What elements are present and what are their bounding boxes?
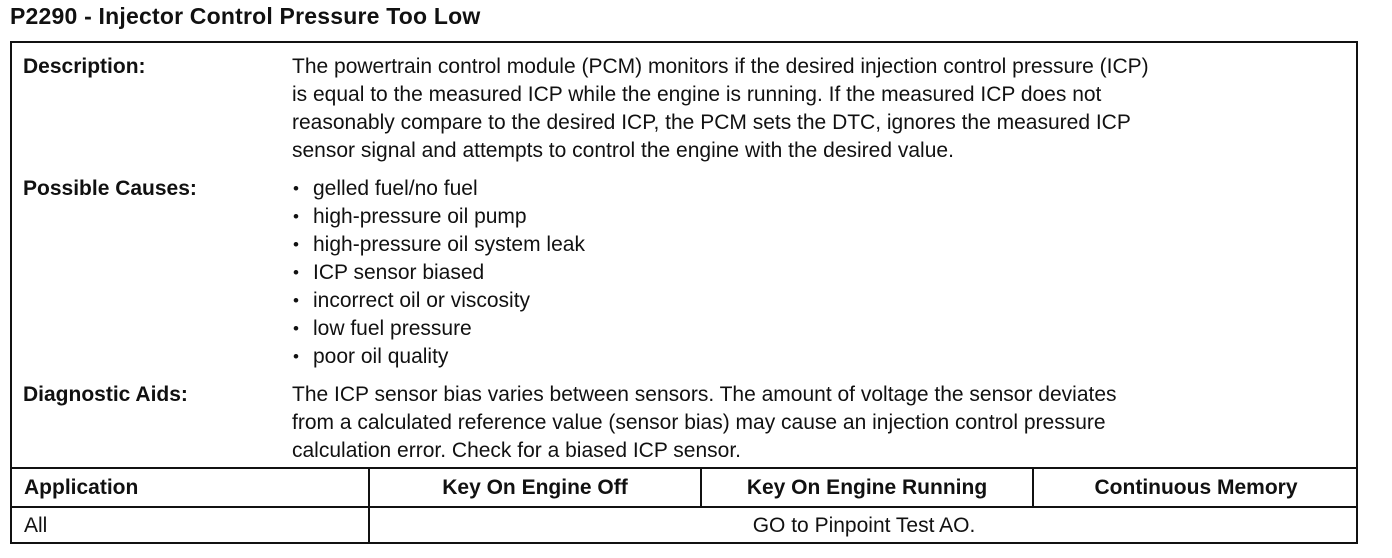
page-title: P2290 - Injector Control Pressure Too Low [10,3,481,29]
cause-item: • low fuel pressure [292,315,1342,343]
application-table [12,467,1356,544]
possible-causes-list [292,175,1342,371]
diagnostic-aids-line: calculation error. Check for a biased ICP sensor. [292,439,742,462]
cause-item: • incorrect oil or viscosity [292,287,1342,315]
diagnostic-aids-text [292,381,1342,465]
pinpoint-test-instruction: GO to Pinpoint Test AO. [752,514,976,537]
cause-item: • poor oil quality [292,343,1342,371]
cause-item: • ICP sensor biased [292,259,1342,287]
cause-item: • gelled fuel/no fuel [292,175,1342,203]
description-label: Description: [23,55,146,78]
description-text [292,53,1342,165]
diagnostic-aids-label: Diagnostic Aids: [23,383,188,406]
description-line: The powertrain control module (PCM) monitors if the desired injection control pressure (ICP) [292,55,1149,78]
header-continuous-memory: Continuous Memory [1094,475,1298,499]
dtc-info-box [10,41,1358,544]
header-key-on-engine-off: Key On Engine Off [442,475,628,499]
header-application: Application [24,475,139,499]
diagnostic-aids-line: The ICP sensor bias varies between sensors. The amount of voltage the sensor deviates [292,383,1117,406]
column-divider [1032,469,1034,506]
description-line: reasonably compare to the desired ICP, the PCM sets the DTC, ignores the measured ICP [292,111,1131,134]
cause-item: • high-pressure oil pump [292,203,1342,231]
possible-causes-label: Possible Causes: [23,177,197,200]
description-line: is equal to the measured ICP while the engine is running. If the measured ICP does not [292,83,1102,106]
application-value: All [24,514,48,537]
column-divider [700,469,702,506]
description-line: sensor signal and attempts to control the engine with the desired value. [292,139,954,162]
cause-item: • high-pressure oil system leak [292,231,1342,259]
header-key-on-engine-running: Key On Engine Running [746,475,988,499]
diagnostic-aids-line: from a calculated reference value (sensor bias) may cause an injection control pressure [292,411,1106,434]
